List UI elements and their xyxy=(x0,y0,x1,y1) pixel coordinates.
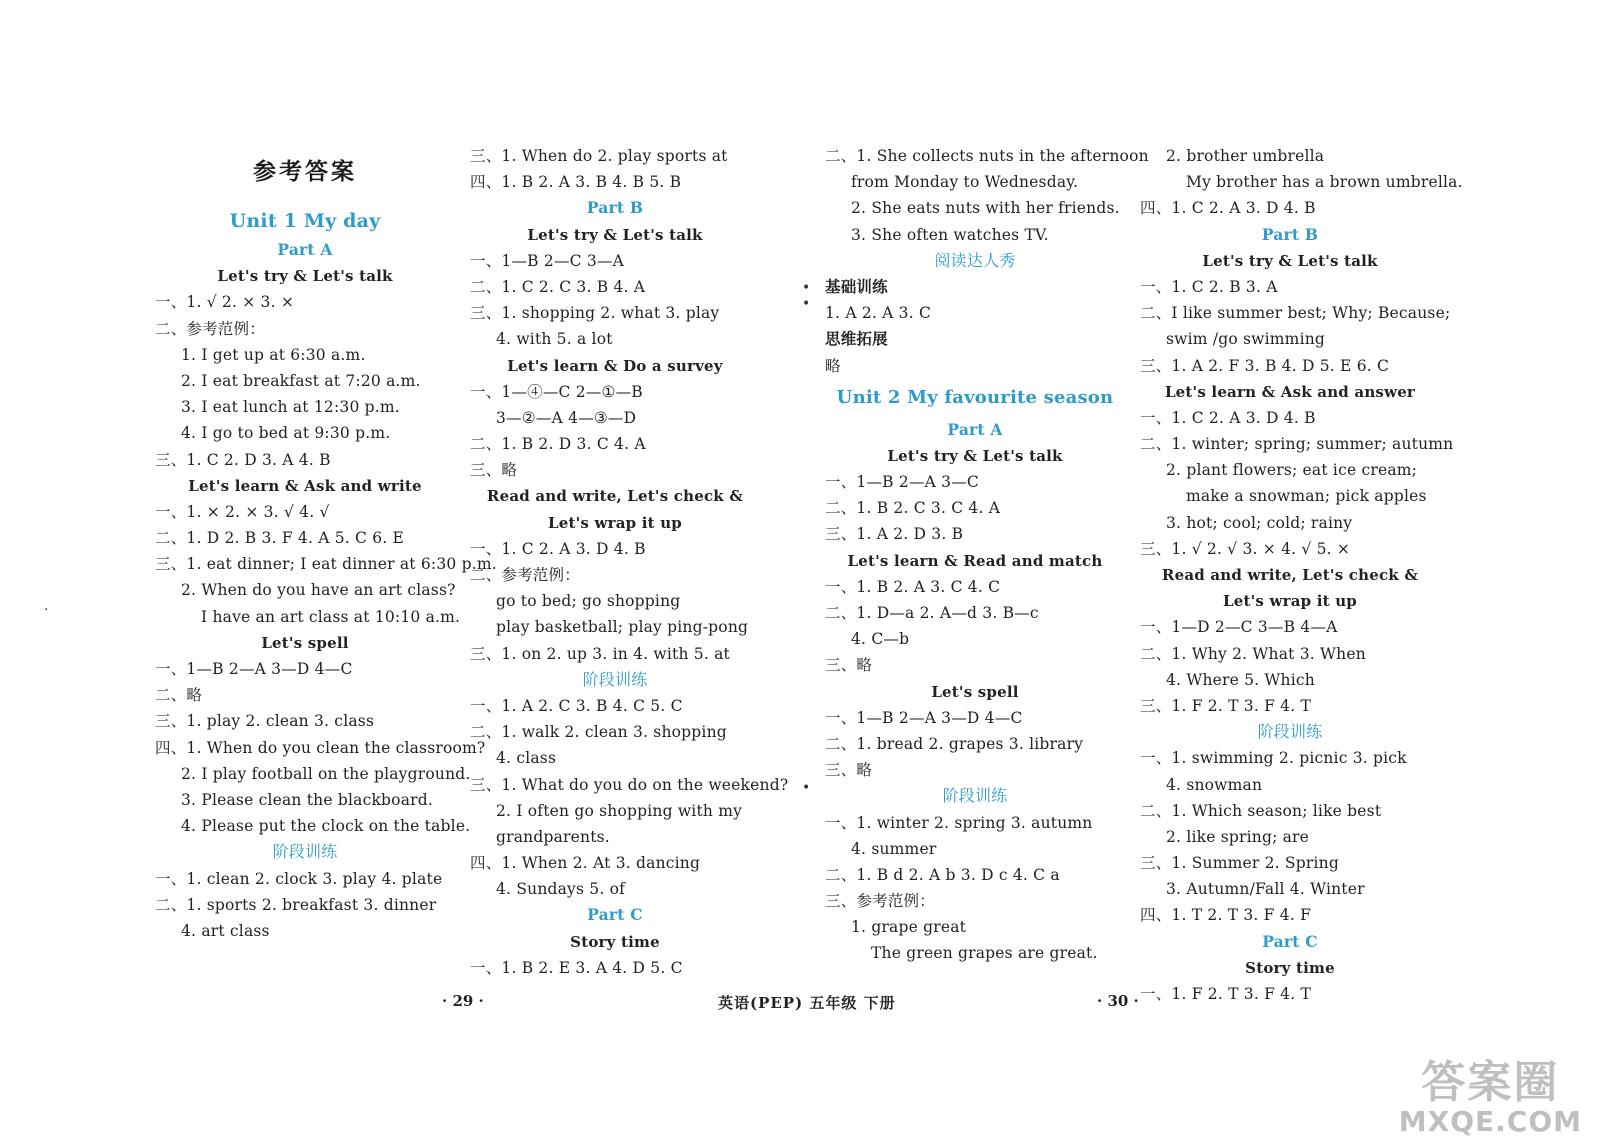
page-number-right: · 30 · xyxy=(1097,992,1139,1010)
answer-line: 1. A 2. A 3. C xyxy=(825,304,932,323)
answer-line: 一、1—④—C 2—①—B xyxy=(470,382,643,401)
section-heading: Let's wrap it up xyxy=(1223,592,1357,611)
answer-line: 二、1. C 2. C 3. B 4. A xyxy=(470,277,646,296)
section-heading: Let's try & Let's talk xyxy=(217,267,393,286)
answer-line: 二、参考范例： xyxy=(470,566,580,584)
answer-line: 3. I eat lunch at 12:30 p.m. xyxy=(181,398,400,417)
answer-line: grandparents. xyxy=(496,827,610,846)
section-heading: Let's try & Let's talk xyxy=(1202,251,1378,270)
answer-line: 二、1. winter; spring; summer; autumn xyxy=(1140,435,1454,454)
answer-line: 4. art class xyxy=(181,921,270,940)
answer-line: 二、1. B 2. C 3. C 4. A xyxy=(825,499,1001,518)
answer-line: 一、1. clean 2. clock 3. play 4. plate xyxy=(155,869,443,888)
unit-heading: Unit 1 My day xyxy=(229,210,381,232)
answer-line: 2. brother umbrella xyxy=(1166,147,1325,165)
section-heading: Story time xyxy=(570,932,660,951)
answer-line: 4. Please put the clock on the table. xyxy=(181,817,471,836)
subsection-label: 基础训练 xyxy=(825,276,888,296)
stage-training-heading: 阶段训练 xyxy=(942,786,1008,806)
answer-line: 4. with 5. a lot xyxy=(496,330,613,349)
reading-heading: 阅读达人秀 xyxy=(934,250,1016,270)
answer-line: 4. class xyxy=(496,749,557,768)
answer-line: 三、略 xyxy=(825,761,873,780)
answer-line: The green grapes are great. xyxy=(871,944,1098,963)
answer-line: 一、1. C 2. A 3. D 4. B xyxy=(470,539,646,558)
unit-heading: Unit 2 My favourite season xyxy=(836,386,1114,408)
answer-line: from Monday to Wednesday. xyxy=(851,173,1079,192)
answer-line: 一、1—B 2—A 3—D 4—C xyxy=(825,708,1023,727)
answer-line: 略 xyxy=(825,356,841,375)
answer-line: 二、1. She collects nuts in the afternoon xyxy=(825,147,1149,165)
answer-line: 三、略 xyxy=(825,656,873,675)
answer-line: 三、1. on 2. up 3. in 4. with 5. at xyxy=(470,644,730,663)
section-heading: Let's spell xyxy=(261,633,349,652)
answer-line: 三、1. √ 2. √ 3. × 4. √ 5. × xyxy=(1140,539,1351,558)
answer-line: 4. snowman xyxy=(1166,775,1263,794)
answer-line: 1. grape great xyxy=(851,918,967,937)
section-heading: Let's wrap it up xyxy=(548,513,682,532)
answer-line: 3. hot; cool; cold; rainy xyxy=(1166,513,1353,532)
answer-line: 三、1. A 2. D 3. B xyxy=(825,525,964,544)
page-number-left: · 29 · xyxy=(442,992,484,1010)
answer-line: 三、1. play 2. clean 3. class xyxy=(155,712,375,731)
section-heading: Let's learn & Ask and write xyxy=(188,476,422,495)
answer-line: 3. She often watches TV. xyxy=(851,225,1049,244)
answer-line: 二、1. B 2. D 3. C 4. A xyxy=(470,435,646,454)
answer-line: 三、1. A 2. F 3. B 4. D 5. E 6. C xyxy=(1140,356,1390,375)
answer-line: 一、1—D 2—C 3—B 4—A xyxy=(1140,618,1338,637)
answer-line: 2. I play football on the playground. xyxy=(181,764,471,783)
print-dot: • xyxy=(802,296,811,312)
answer-line: 二、1. D 2. B 3. F 4. A 5. C 6. E xyxy=(155,529,405,548)
print-dot: • xyxy=(802,280,811,296)
answer-line: 三、1. shopping 2. what 3. play xyxy=(470,304,720,323)
answer-line: 二、1. B d 2. A b 3. D c 4. C a xyxy=(825,865,1060,884)
answer-line: 二、1. walk 2. clean 3. shopping xyxy=(470,723,727,742)
answer-line: 一、1—B 2—A 3—C xyxy=(825,473,979,492)
answer-line: 二、略 xyxy=(155,686,203,705)
answer-line: 3. Autumn/Fall 4. Winter xyxy=(1166,880,1365,899)
answer-line: 一、1. B 2. A 3. C 4. C xyxy=(825,577,1001,596)
answer-line: 一、1. swimming 2. picnic 3. pick xyxy=(1140,749,1407,768)
answer-line: 4. I go to bed at 9:30 p.m. xyxy=(181,424,391,443)
answer-line: 三、1. Summer 2. Spring xyxy=(1140,854,1339,873)
answer-line: 一、1. winter 2. spring 3. autumn xyxy=(825,813,1093,832)
answer-line: 一、1. C 2. A 3. D 4. B xyxy=(1140,408,1316,427)
answer-line: 2. I eat breakfast at 7:20 a.m. xyxy=(181,371,421,390)
answer-line: 二、参考范例： xyxy=(155,319,265,338)
stage-training-heading: 阶段训练 xyxy=(1257,722,1323,742)
answer-line: 三、1. When do 2. play sports at xyxy=(470,147,728,165)
answer-line: My brother has a brown umbrella. xyxy=(1186,173,1463,192)
answer-line: 一、1—B 2—A 3—D 4—C xyxy=(155,660,353,678)
section-heading: Let's learn & Read and match xyxy=(847,551,1103,570)
answer-line: 一、1. A 2. C 3. B 4. C 5. C xyxy=(470,696,683,715)
section-heading: Let's try & Let's talk xyxy=(527,225,703,244)
answer-line: 四、1. C 2. A 3. D 4. B xyxy=(1140,199,1316,218)
section-heading: Let's try & Let's talk xyxy=(887,446,1063,465)
stage-training-heading: 阶段训练 xyxy=(272,842,338,862)
answer-line: 一、1. B 2. E 3. A 4. D 5. C xyxy=(470,958,683,977)
section-heading: Read and write, Let's check & xyxy=(486,487,744,506)
answer-line: 一、1. × 2. × 3. √ 4. √ xyxy=(155,502,330,521)
section-heading: Story time xyxy=(1245,958,1335,977)
answer-line: 二、1. Which season; like best xyxy=(1140,801,1382,820)
part-heading: Part C xyxy=(587,905,643,925)
book-title: 英语(PEP) 五年级 下册 xyxy=(718,994,896,1012)
watermark-url: MXQE.COM xyxy=(1398,1105,1582,1138)
part-heading: Part A xyxy=(277,240,333,259)
answer-line: 一、1—B 2—C 3—A xyxy=(470,251,624,270)
answer-line: 4. summer xyxy=(851,839,937,858)
answer-line: I have an art class at 10:10 a.m. xyxy=(201,607,461,626)
answer-line: 四、1. T 2. T 3. F 4. F xyxy=(1140,906,1312,925)
column-3 xyxy=(825,143,1149,967)
answer-line: 2. plant flowers; eat ice cream; xyxy=(1166,461,1418,480)
answer-line: 3. Please clean the blackboard. xyxy=(181,790,433,809)
answer-line: 三、1. C 2. D 3. A 4. B xyxy=(155,450,331,469)
part-heading: Part A xyxy=(947,419,1003,439)
section-heading: Let's learn & Ask and answer xyxy=(1164,382,1416,401)
answer-line: swim /go swimming xyxy=(1166,330,1326,349)
answer-line: 三、1. What do you do on the weekend? xyxy=(470,775,789,794)
section-heading: Let's spell xyxy=(931,682,1019,701)
answer-line: 3—②—A 4—③—D xyxy=(496,408,637,427)
answer-line: 三、参考范例： xyxy=(825,892,935,911)
print-dot: · xyxy=(44,602,49,618)
part-heading: Part B xyxy=(1261,224,1319,244)
answer-line: 2. When do you have an art class? xyxy=(181,581,456,600)
answer-line: 2. like spring; are xyxy=(1166,827,1310,846)
answer-line: 三、1. F 2. T 3. F 4. T xyxy=(1140,696,1312,715)
watermark-logo-text: 答案圈 xyxy=(1421,1057,1560,1108)
part-heading: Part B xyxy=(586,198,644,218)
answer-line: 一、1. √ 2. × 3. × xyxy=(155,293,295,312)
answer-line: 一、1. F 2. T 3. F 4. T xyxy=(1140,985,1312,1003)
answer-line: 二、1. sports 2. breakfast 3. dinner xyxy=(155,895,437,914)
answer-line: make a snowman; pick apples xyxy=(1186,487,1427,506)
answer-line: 三、1. eat dinner; I eat dinner at 6:30 p.m. xyxy=(155,555,497,574)
section-heading: Let's learn & Do a survey xyxy=(507,356,723,375)
answer-line: 二、1. Why 2. What 3. When xyxy=(1140,644,1366,663)
answer-line: go to bed; go shopping xyxy=(496,592,681,611)
answer-line: 二、1. bread 2. grapes 3. library xyxy=(825,734,1084,753)
page-title: 参考答案 xyxy=(253,158,357,185)
answer-line: 2. I often go shopping with my xyxy=(496,801,743,820)
answer-line: play basketball; play ping-pong xyxy=(496,618,749,637)
answer-line: 四、1. B 2. A 3. B 4. B 5. B xyxy=(470,173,682,192)
answer-line: 1. I get up at 6:30 a.m. xyxy=(181,345,366,364)
answer-line: 二、I like summer best; Why; Because; xyxy=(1140,304,1451,323)
answer-line: 4. Sundays 5. of xyxy=(496,880,626,899)
answer-line: 二、1. D—a 2. A—d 3. B—c xyxy=(825,604,1039,622)
answer-line: 一、1. C 2. B 3. A xyxy=(1140,277,1278,296)
section-heading: Read and write, Let's check & xyxy=(1161,566,1419,584)
column-4 xyxy=(1140,143,1463,1007)
column-2 xyxy=(470,143,789,981)
subsection-label: 思维拓展 xyxy=(825,329,888,349)
answer-line: 2. She eats nuts with her friends. xyxy=(851,199,1120,218)
part-heading: Part C xyxy=(1262,931,1318,951)
answer-line: 4. Where 5. Which xyxy=(1166,670,1315,689)
stage-training-heading: 阶段训练 xyxy=(582,669,648,689)
answer-line: 4. C—b xyxy=(851,630,910,649)
print-dot: • xyxy=(802,780,811,796)
watermark-logo xyxy=(1399,1059,1582,1137)
answer-line: 三、略 xyxy=(470,461,518,480)
answer-line: 四、1. When do you clean the classroom? xyxy=(155,738,486,757)
answer-line: 四、1. When 2. At 3. dancing xyxy=(470,854,701,873)
